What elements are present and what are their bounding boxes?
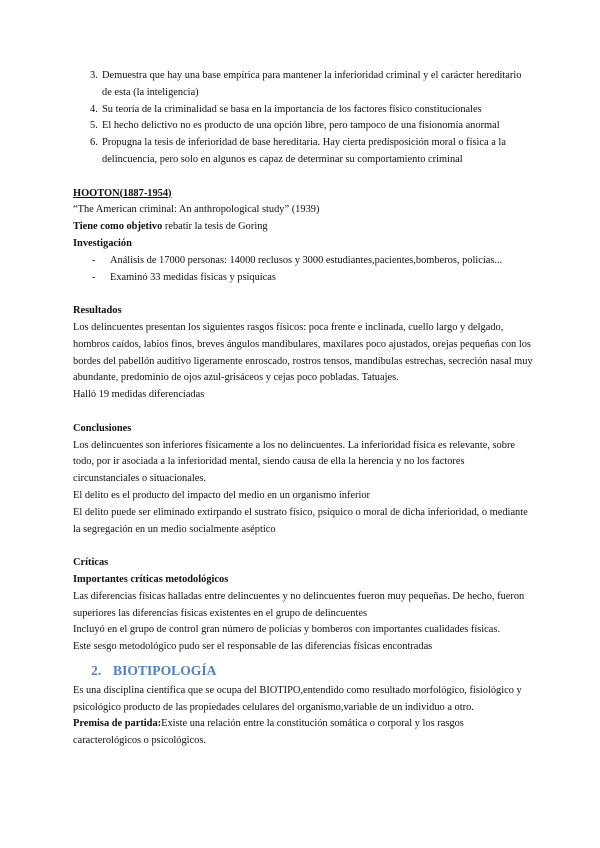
list-item <box>73 102 533 119</box>
list-text: El hecho delictivo no es producto de una opción libre, pero tampoco de una fisionomía anormal <box>102 120 500 132</box>
criticas-paragraph-2: Incluyó en el grupo de control gran número de policías y bomberos con importantes cualidades físicas. <box>73 624 501 636</box>
resultados-text-2: Halló 19 medidas diferenciadas <box>73 389 205 401</box>
hooton-book: “The American criminal: An anthropological study” (1939) <box>73 204 320 216</box>
dash-bullet: - <box>92 271 96 283</box>
section-number: 2. <box>91 662 102 678</box>
dash-bullet: - <box>92 254 96 266</box>
list-text: Propugna la tesis de inferioridad de base hereditaria. Hay cierta predisposición moral o física a la delincuencia, pero solo en algunos es capaz de determinar su comportamiento criminal <box>102 137 506 165</box>
list-item <box>73 135 533 169</box>
objective-label: Tiene como objetivo <box>73 221 163 233</box>
hooton-objective <box>73 219 533 236</box>
section-heading-biotipologia <box>73 661 533 681</box>
resultados-heading: Resultados <box>73 305 122 317</box>
list-number: 5. <box>90 120 98 132</box>
investigation-list <box>73 253 533 287</box>
criticas-paragraph-1: Las diferencias físicas halladas entre delincuentes y no delincuentes fueron muy pequeñas. De hecho, fueron superiores las diferencias físicas existentes en el grupo de delincuentes <box>73 590 525 619</box>
hooton-title: HOOTON(1887-1954) <box>73 187 172 199</box>
list-item <box>73 68 533 102</box>
numbered-list <box>73 68 533 169</box>
list-number: 4. <box>90 103 98 115</box>
list-text: Su teoría de la criminalidad se basa en la importancia de los factores físico constitucionales <box>102 103 482 115</box>
section-title: BIOTIPOLOGÍA <box>113 662 217 678</box>
list-item <box>73 270 533 287</box>
list-item <box>73 118 533 135</box>
criticas-subheading: Importantes críticas metodológicos <box>73 573 229 585</box>
biotipologia-paragraph: Es una disciplina científica que se ocupa del BIOTIPO,entendido como resultado morfológico, fisiológico y psicológico producto de las propiedades celulares del organismo,variable de un individuo a otro. <box>73 684 522 713</box>
investigation-heading: Investigación <box>73 237 132 249</box>
list-text: Demuestra que hay una base empírica para mantener la inferioridad criminal y el carácter hereditario de esta (la inteligencia) <box>102 70 522 98</box>
premise-label: Premisa de partida: <box>73 718 162 730</box>
resultados-text: Los delincuentes presentan los siguientes rasgos físicos: poca frente e inclinada, cuello largo y delgado, hombros caídos, labios finos, breves ángulos mandibulares, maxilares poco ajustados, orejas pequeñas con los bordes del pabellón auditivo ligeramente enroscado, rostros tensos, mandíbulas estrechas, secreción nasal muy abundante, predominio de ojos azul-grisáceos y cejas poco pobladas. Tatuajes. <box>73 321 533 384</box>
objective-text: rebatir la tesis de Goring <box>162 221 268 233</box>
list-text: Examinó 33 medidas físicas y psíquicas <box>110 271 276 283</box>
conclusiones-paragraph-1: Los delincuentes son inferiores físicamente a los no delincuentes. La inferioridad física es relevante, sobre todo, por ir asociada a la inferioridad mental, siendo causa de ella la herencia y no los factores circunstanciales o situacionales. <box>73 439 516 485</box>
page-content <box>73 68 533 750</box>
conclusiones-paragraph-3: El delito puede ser eliminado extirpando el sustrato físico, psíquico o moral de dicha inferioridad, o mediante la segregación en un medio socialmente aséptico <box>73 506 528 535</box>
conclusiones-heading: Conclusiones <box>73 422 132 434</box>
conclusiones-paragraph-2: El delito es el producto del impacto del medio en un organismo inferior <box>73 489 371 501</box>
list-text: Análisis de 17000 personas: 14000 reclusos y 3000 estudiantes,pacientes,bomberos, policías... <box>110 254 503 266</box>
premise-paragraph <box>73 716 533 750</box>
list-item <box>73 253 533 270</box>
criticas-heading: Críticas <box>73 557 109 569</box>
list-number: 6. <box>90 137 98 149</box>
list-number: 3. <box>90 70 98 81</box>
criticas-paragraph-3: Este sesgo metodológico pudo ser el responsable de las diferencias físicas encontradas <box>73 641 433 653</box>
premise-text: Existe una relación entre la constitución somática o corporal y los rasgos caracterológicos o psicológicos. <box>73 718 464 747</box>
